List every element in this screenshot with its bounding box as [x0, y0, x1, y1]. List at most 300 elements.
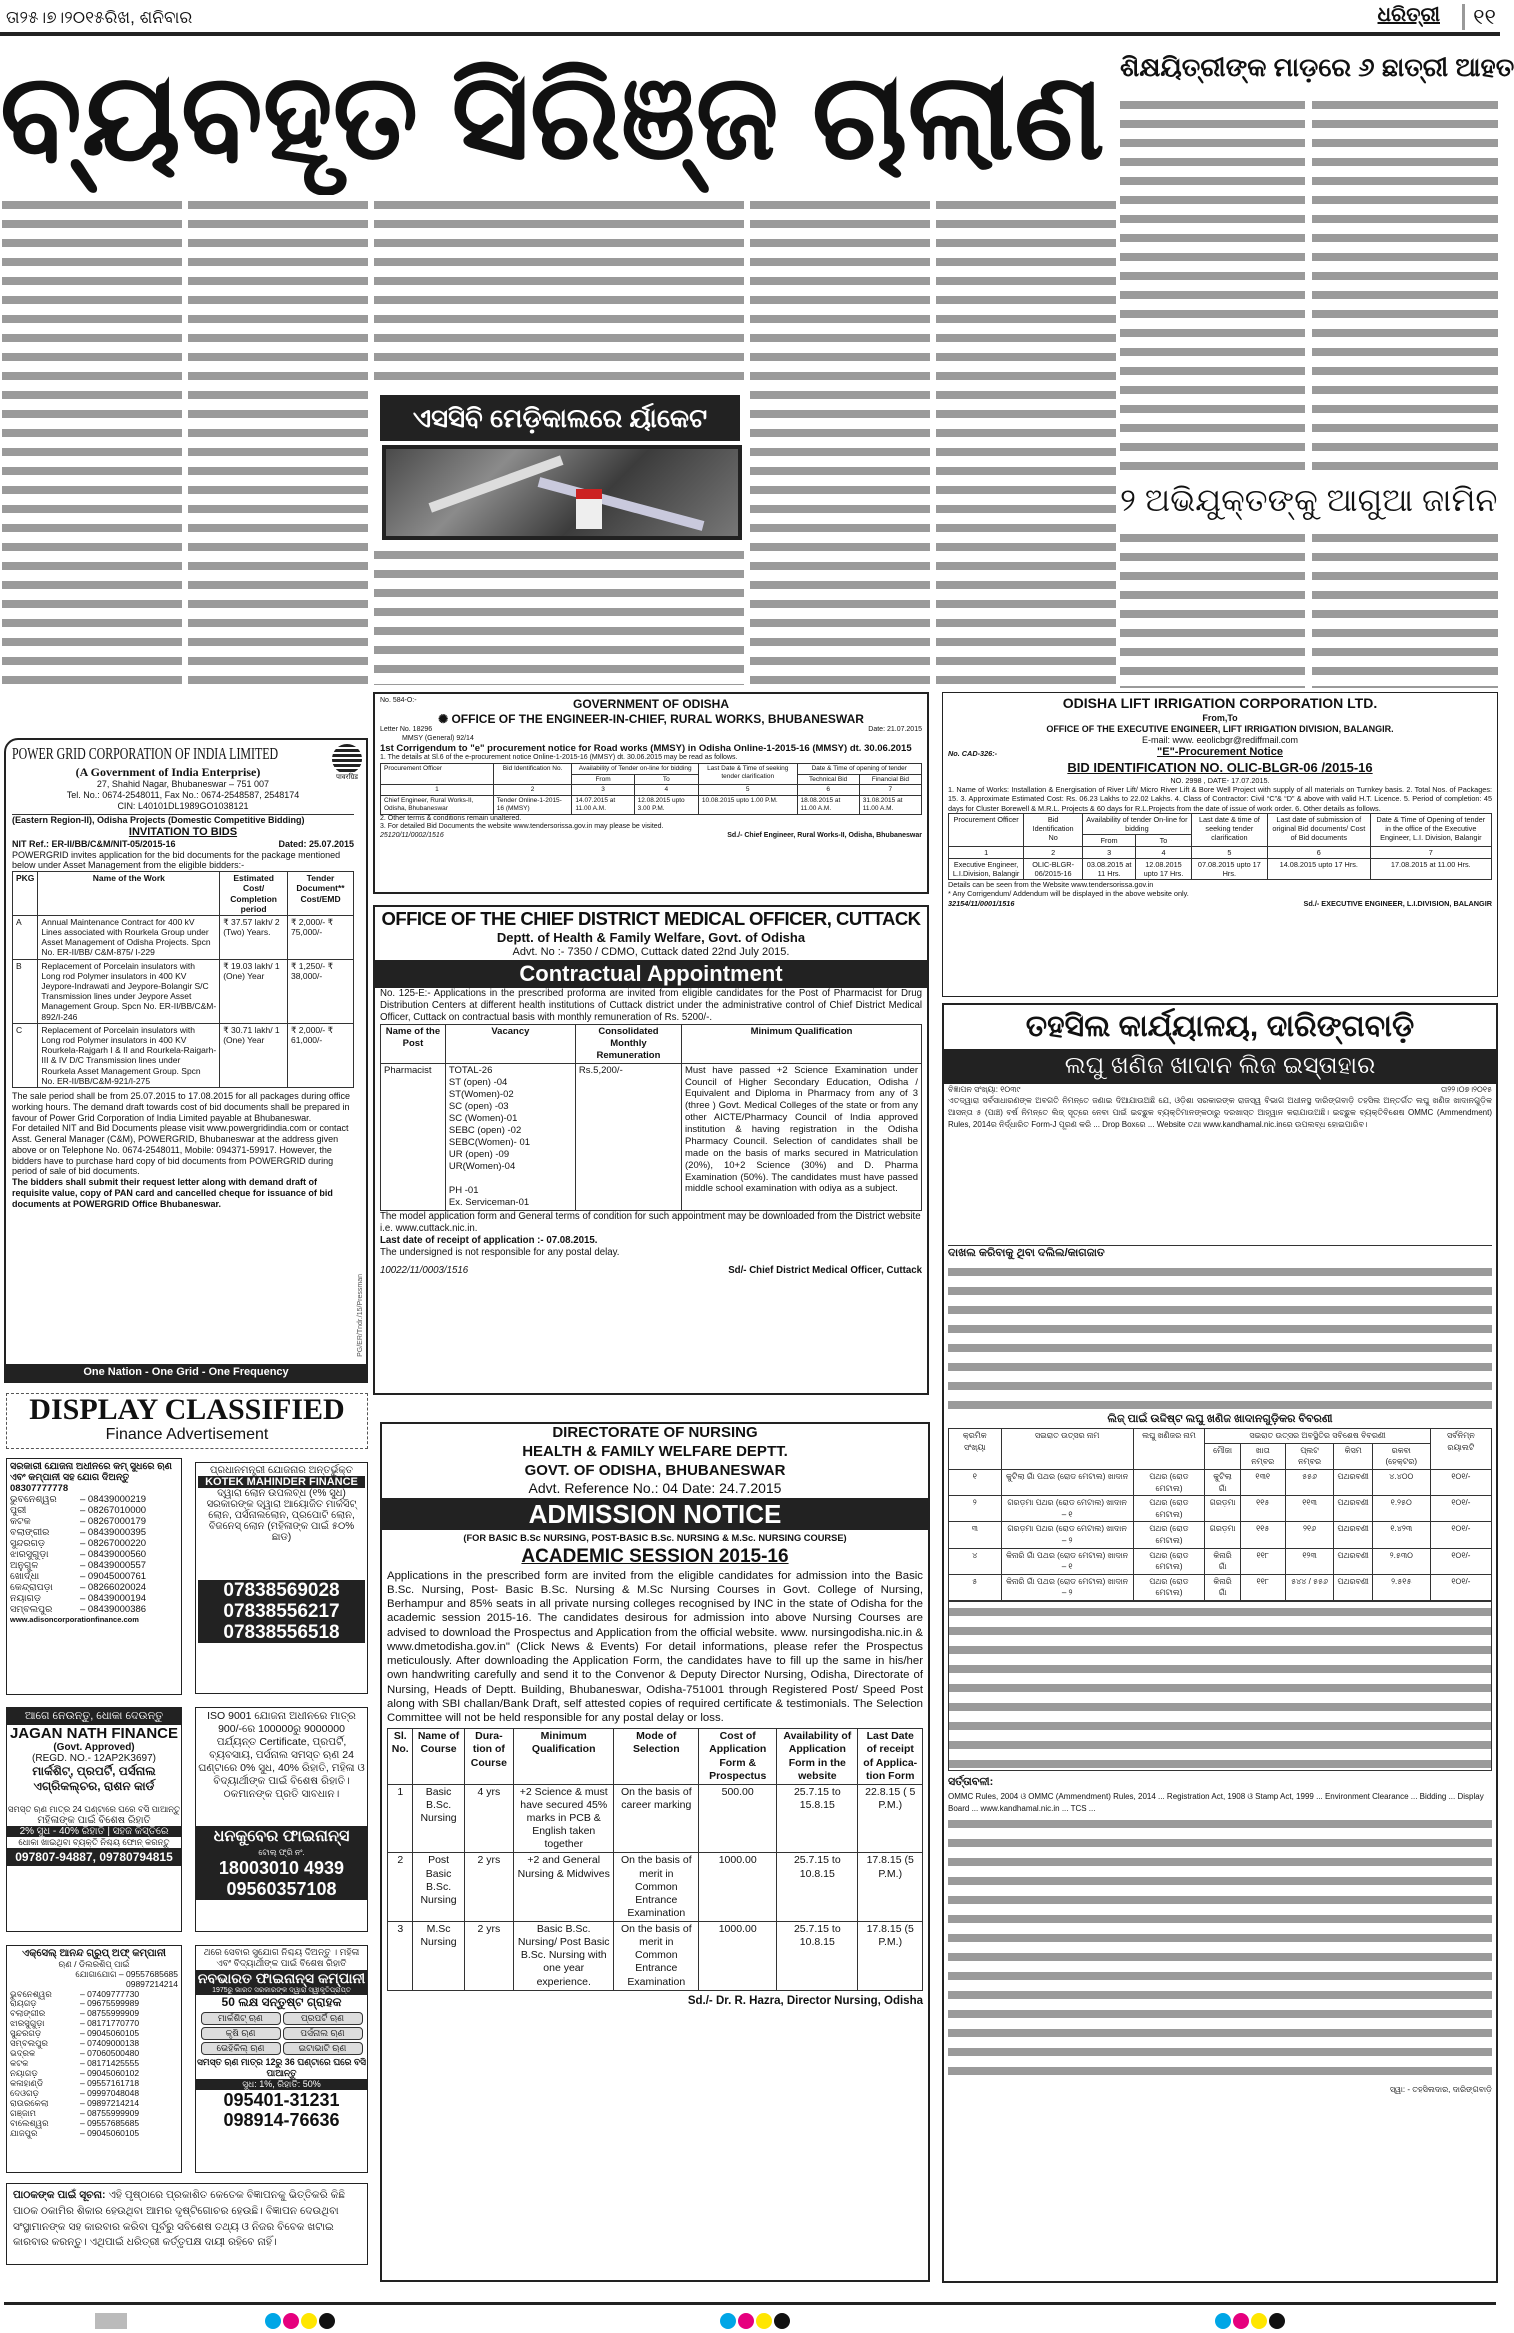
ad-since: 1975ରୁ ଭାରତ ସରକାରଙ୍କ ଦ୍ୱାରା ସ୍ୱୀକୃତିପ୍ରାପ୍ତ	[196, 1987, 367, 1995]
th: Date & Time of Opening of tender in the office of the Executive Engineer, L.I. Division, Balangir	[1370, 813, 1491, 846]
nit-line	[12, 839, 354, 850]
conditions-text: OMMC Rules, 2004 ଓ OMMC (Ammendment) Rules, 2014 ... Registration Act, 1908 ଓ Stamp Act, 1999 ... Environment Clearance ... Bidding ... Display Board ... www.kandhamal.nic.in ... TCS ...	[948, 1791, 1484, 1813]
branch-phone: – 08266020024	[80, 1582, 147, 1593]
branch-phone: – 07060500480	[80, 2048, 140, 2059]
letter-no: Letter No. 18296	[380, 726, 433, 734]
table-cell: ଗରଡ଼ମା	[1205, 1496, 1241, 1522]
table-cell: 3	[388, 1922, 413, 1991]
branch-phone: – 08439000560	[80, 1549, 147, 1560]
table-cell: Post Basic B.Sc. Nursing	[413, 1853, 464, 1922]
vacancy-item: UR(Women)-04	[448, 1160, 516, 1172]
table-header-row	[381, 1025, 922, 1064]
table-cell: ୧୧୩	[1285, 1496, 1334, 1522]
table-cell: 03.08.2015 at 11 Hrs.	[1083, 859, 1136, 880]
table-cell: କିନାରି ଗାଁ ପଥର (ରୋଡ ମେଟାଲ) ଖାଦାନ – ୨	[1001, 1574, 1133, 1600]
vacancy-item: ST(Women)-02	[448, 1088, 514, 1100]
table-cell: 5	[1191, 847, 1267, 859]
color-dot	[1251, 2313, 1267, 2329]
table-cell: 12.08.2015 upto 17 Hrs.	[1136, 859, 1192, 880]
color-dot	[756, 2313, 772, 2329]
th: ସଇରାତ ଉତ୍ସର ନାମ	[1001, 1429, 1133, 1470]
table-cell: 22.8.15 ( 5 P.M.)	[858, 1784, 923, 1853]
th: Financial Bid	[859, 774, 921, 785]
table-cell: ୨.୫୩୦	[1372, 1548, 1430, 1574]
branch-name: ଦେଓଗଡ଼	[10, 2087, 39, 2098]
detail: For detailed NIT and Bid Documents please visit www.powergridindia.com or contact Asst. General Manager (C&M), POWERGRID, Bhubaneswar at the address given above or on Telephone No. 0674-2548011, Mobile: 094371-59917. However, the bidders have to purchase hard copy of bid documents from POWERGRID during period of sale of bid documents.	[12, 1123, 349, 1177]
office-title	[380, 712, 922, 726]
code: 25120/11/0002/1516	[380, 831, 444, 839]
vacancy-item: UR (open) -09	[448, 1148, 510, 1160]
table-cell: ୩	[949, 1522, 1002, 1548]
table-header-cell: Dura-tion of Course	[464, 1729, 513, 1785]
table-header-cell: Estimated Cost/ Completion period	[220, 872, 288, 916]
table-cell: Replacement of Porcelain insulators with Long rod Polymer insulators in 400 KV Jeypore-Indrawati and Jeypore-Bolangir S/C Transmission lines under Jeypore Asset Management Group. Spcn No. ER-II/BB/C&M-892/I-246	[38, 959, 220, 1023]
ad-body: ମାର୍କଶିଟ୍, ପ୍ରପର୍ଟି, ପର୍ସନାଲ ଏଗ୍ରିକଲ୍ଚର, ରାଶନ କାର୍ଡ	[32, 1764, 156, 1793]
table-cell: ଗରଡ଼ମା	[1205, 1522, 1241, 1548]
notice-title: "E"-Procurement Notice	[1157, 746, 1283, 759]
table-cell: 07.08.2015 upto 17 Hrs.	[1191, 859, 1267, 880]
table-cell: ପଥର (ରୋଡ ମେଟାଲ)	[1133, 1522, 1205, 1548]
branch-name: ଗଞ୍ଜାମ	[10, 2107, 37, 2118]
table-row	[388, 1853, 923, 1922]
vacancy-item: SEBC(Women)- 01	[448, 1136, 531, 1148]
ad-govt: (Govt. Approved)	[53, 1742, 135, 1753]
phone-number: 095401-31231	[223, 2090, 340, 2110]
ad-website: www.adisoncorporationfinance.com	[10, 1615, 139, 1624]
ad-regd: (REGD. NO.- 12AP2K3697)	[32, 1753, 156, 1764]
loan-types	[196, 2010, 367, 2057]
table-header-cell: Last Date of receipt of Applica-tion Form	[858, 1729, 923, 1785]
table-cell: 4	[1136, 847, 1192, 859]
classified-ad-navabharat	[195, 1945, 368, 2173]
corrigendum-title: 1st Corrigendum to "e" procurement notice for Road works (MMSY) in Odisha Online-1-2015-16 (MMSY) dt. 30.06.2015	[380, 742, 912, 754]
branch-phone: – 09045060105	[80, 2028, 140, 2039]
th: To	[1136, 834, 1192, 846]
table-cell: Tender Online-1-2015-16 (MMSY)	[493, 796, 572, 815]
ad-phone: 097807-94887, 09780794815	[7, 1848, 181, 1866]
color-dots	[720, 2313, 790, 2329]
gov-title: GOVERNMENT OF ODISHA	[572, 697, 729, 712]
letter-line	[380, 726, 922, 734]
branch-name: ବଲାଙ୍ଗୀର	[10, 2008, 46, 2019]
branch-name: ଝାରସୁଗୁଡ଼ା	[10, 2018, 45, 2029]
notice-text: ଏହି ପୃଷ୍ଠାରେ ପ୍ରକାଶିତ କେତେକ ବିଜ୍ଞାପନକୁ ଭିତ୍ତିକରି କିଛି ପାଠକ ଠକାମିର ଶିକାର ହେଉଥିବା ଆମର ଦୃଷ୍ଟିଗୋଚର ହେଉଛି। ବିଜ୍ଞାପନ ଦେଉଥିବା ସଂସ୍ଥାମାନଙ୍କ ସହ କାରବାର କରିବା ପୂର୍ବରୁ ସବିଶେଷ ତଥ୍ୟ ଓ ନିଜର ବିବେକ ଖଟାଇ କାରବାର କରନ୍ତୁ। ଏଥିପାଇଁ ଧରିତ୍ରୀ କର୍ତ୍ତୃପକ୍ଷ ଦାୟୀ ରହିବେ ନାହିଁ।	[13, 2189, 345, 2249]
advt-date: ତା୨୨।୦୭।୨୦୧୫	[1440, 1084, 1492, 1094]
table-cell: କିନାରି ଗାଁ ପଥର (ରୋଡ ମେଟାଲ) ଖାଦାନ – ୧	[1001, 1548, 1133, 1574]
table-cell: ପଥରବଣୀ	[1334, 1496, 1372, 1522]
table-header-cell: Name of the Post	[381, 1025, 446, 1064]
postal: The undersigned is not responsible for any postal delay.	[380, 1247, 620, 1258]
sub-headline: ଏସସିବି ମେଡ଼ିକାଲରେ ର୍ୟାକେଟ	[380, 395, 740, 441]
region: (Eastern Region-II), Odisha Projects (Domestic Competitive Bidding)	[12, 814, 305, 825]
table-cell: କିନାରି ଗାଁ	[1205, 1574, 1241, 1600]
cin: CIN: L40101DL1989GO1038121	[12, 801, 354, 815]
table-cell: ପଥରବଣୀ	[1334, 1574, 1372, 1600]
letter-date: Date: 21.07.2015	[868, 726, 922, 734]
page-number: ୧୧	[1462, 4, 1496, 30]
table-cell: ୧୧୮	[1240, 1574, 1285, 1600]
branch-phone: – 08439000395	[80, 1527, 147, 1538]
table-cell: ୧୦୧/-	[1430, 1548, 1491, 1574]
ad-contact: 09897214214	[125, 1978, 178, 1989]
bottom-rule	[4, 2302, 1496, 2305]
branch-row	[10, 1560, 178, 1571]
table-cell: ୧୧୫	[1240, 1496, 1285, 1522]
table-cell: 18.08.2015 at 11.00 A.M.	[797, 796, 859, 815]
office-name: OFFICE OF THE ENGINEER-IN-CHIEF, RURAL WORKS, BHUBANESWAR	[451, 711, 864, 726]
table-cell: ପଥର (ରୋଡ ମେଟାଲ)	[1133, 1496, 1205, 1522]
table-cell: Basic B.Sc. Nursing/ Post Basic B.Sc. Nursing with one year experience.	[514, 1922, 614, 1991]
table-header-cell: Name of the Work	[38, 872, 220, 916]
table-header-cell: Vacancy	[445, 1025, 575, 1064]
branch-row	[10, 1593, 178, 1604]
branch-name: ନୟାଗଡ଼	[10, 2068, 38, 2078]
notice-line	[948, 746, 1492, 760]
table-row	[949, 1574, 1492, 1600]
table-rows-continued	[948, 1601, 1492, 1771]
table-cell: ୧	[949, 1470, 1002, 1496]
table-row	[949, 847, 1492, 859]
table-cell: 3	[572, 785, 634, 796]
newspaper-logo: ଧରିତ୍ରୀ	[1377, 4, 1440, 26]
vacancy-item: ST (open) -04	[448, 1076, 508, 1088]
table-cell: 3	[1083, 847, 1136, 859]
qualification: Must have passed +2 Science Examination under Council of Higher Secondary Education, Odisha / Equivalent and Diploma in Pharmacy from any of 3 (three ) Govt. Medical Colleges of the state or from any other AICTE/Pharmacy Council of India approved institution & having registration in the Odisha Pharmacy Council. Selection of candidates shall be made on the basis of marks secured in Matriculation (20%), 10+2 Science (30%) and D. Pharma Examination (50%). The candidates must have passed middle school examination with odiya as a subject.	[682, 1063, 922, 1210]
table-row	[949, 1496, 1492, 1522]
branch-name: ନୟାଗଡ଼	[10, 1593, 41, 1604]
branch-phone: – 08439000386	[80, 1604, 147, 1615]
branch-name: ରାଉରକେଲା	[10, 2097, 49, 2108]
table-cell: ପଥରବଣୀ	[1334, 1470, 1372, 1496]
classified-ad-dhanakuber	[195, 1707, 368, 1932]
table-cell: ୧.୪୨୩	[1372, 1522, 1430, 1548]
table-header-cell: Minimum Qualification	[514, 1729, 614, 1785]
table-cell: ପଥର (ରୋଡ ମେଟାଲ)	[1133, 1470, 1205, 1496]
itb-heading: INVITATION TO BIDS	[128, 825, 238, 838]
branch-phone: – 08439000557	[80, 1560, 147, 1571]
ad-sub: ଋଣ / ଡିଲରଶିପ୍ ପାଇଁ	[58, 1958, 130, 1969]
th: From	[1083, 834, 1136, 846]
ad-company: KOTEK MAHINDER FINANCE	[198, 1476, 365, 1488]
table-cell: Executive Engineer, L.I.Division, Balangir	[949, 859, 1024, 880]
cdmo-title: OFFICE OF THE CHIEF DISTRICT MEDICAL OFFICER, CUTTACK	[381, 908, 921, 929]
color-dot	[283, 2313, 299, 2329]
table-cell: 25.7.15 to 15.8.15	[777, 1784, 858, 1853]
table-header-row	[388, 1729, 923, 1785]
page-header	[0, 0, 1500, 36]
color-dot	[319, 2313, 335, 2329]
table-cell: ପଥର (ରୋଡ ମେଟାଲ)	[1133, 1548, 1205, 1574]
th: ସଇରାତ ଉତ୍ସର ଅବସ୍ଥିତିର ସବିଶେଷ ବିବରଣୀ	[1205, 1429, 1430, 1444]
table-cell: 2	[388, 1853, 413, 1922]
body: 1. Name of Works: Installation & Energisation of River Lift/ Micro River Lift & Bore Well Project with supply of all materials on Turnkey basis. 2. Total Nos. of Packages: 15. 3. Approximate Estimated Cost: Rs. 06.23 Lakhs to 22.02 Lakhs. 4. Class of Contractor: Civil “C”& “D” & above with valid H.T. Licence. 5. Period of completion: 45 days for Cluster Borewell & M.R.L. Projects & 60 days for R.L.Projects from the date of issue of work order. 6. Other details as follows.	[948, 785, 1492, 813]
last-date: Last date of receipt of application :- 07.08.2015.	[380, 1234, 598, 1246]
mineral-table	[948, 1428, 1492, 1601]
table-cell: 2 yrs	[464, 1853, 513, 1922]
branch-name: ଯାଜପୁର	[10, 2127, 38, 2138]
advt-no: ବିଜ୍ଞାପନ ସଂଖ୍ୟା: ୧୦୩୯	[948, 1084, 1021, 1094]
table-cell: On the basis of merit in Common Entrance Examination	[614, 1853, 699, 1922]
ad-line: ଧୋକା ଖାଇଥିବା ବ୍ୟକ୍ତି ନିଶ୍ଚୟ ଫୋନ୍ କରନ୍ତୁ	[18, 1837, 170, 1847]
notice-label: ପାଠକଙ୍କ ପାଇଁ ସୂଚନା:	[13, 2189, 106, 2201]
table-row	[949, 1470, 1492, 1496]
branch-name: କଟକ	[10, 1516, 31, 1527]
signature: Sd./- Dr. R. Hazra, Director Nursing, Odisha	[687, 1994, 923, 2007]
signature: ସ୍ୱା: - ତହସିଲଦାର, ଦାରିଙ୍ଗବାଡ଼ି	[1389, 2085, 1492, 2095]
table-row	[949, 1522, 1492, 1548]
story-text-col	[1312, 95, 1498, 480]
ad-company: ନବଭାରତ ଫାଇନାନ୍ସ କମ୍ପାନୀ	[197, 1970, 366, 1986]
branch-list	[10, 1990, 178, 2139]
table-cell: Replacement of Porcelain insulators with Long rod Polymer insulators in 400 KV Rourkela-Rajgarh I & II and Rourkela-Raigarh-III & IV D/C Transmission lines under Rourkela Asset Management Group. Spcn No. ER-II/BB/C&M-921/I-275	[38, 1023, 220, 1087]
th: Bid Identification No.	[493, 763, 572, 785]
conditions-list	[948, 1814, 1492, 2084]
code: 32154/11/0001/1516	[948, 898, 1015, 908]
address: 27, Shahid Nagar, Bhubaneswar – 751 007	[96, 779, 270, 790]
nit-ref: NIT Ref.: ER-II/BB/C&M/NIT-05/2015-16	[12, 838, 176, 849]
classified-subtitle: Finance Advertisement	[105, 1426, 269, 1443]
table-cell: ୧୩୧	[1240, 1470, 1285, 1496]
branch-phone: – 09897214214	[80, 2097, 140, 2108]
table-cell: ପଥର (ରୋଡ ମେଟାଲ)	[1133, 1574, 1205, 1600]
table-cell: ପଥରବଣୀ	[1334, 1548, 1372, 1574]
th: From	[572, 774, 634, 785]
tahasil-title: ତହସିଲ କାର୍ଯ୍ୟାଳୟ, ଦାରିଙ୍ଗବାଡ଼ି	[1025, 1010, 1415, 1043]
table-row	[388, 1922, 923, 1991]
branch-name: ଝାରସୁଗୁଡ଼ା	[10, 1549, 49, 1560]
nursing-ref: Advt. Reference No.: 04 Date: 24.7.2015	[528, 1480, 782, 1497]
syringes-photo	[382, 445, 742, 540]
branch-phone: – 09045000761	[80, 1571, 147, 1582]
table-cell: +2 and General Nursing & Midwives	[514, 1853, 614, 1922]
branch-phone: – 08267010000	[80, 1505, 147, 1516]
right-headline-2: ୨ ଅଭିଯୁକ୍ତଙ୍କୁ ଆଗୁଆ ଜାମିନ	[1120, 482, 1498, 518]
th: କ୍ରମିକ ସଂଖ୍ୟା	[949, 1429, 1002, 1470]
table-header-cell: Name of Course	[413, 1729, 464, 1785]
th: Procurement Officer	[381, 763, 494, 785]
banner: ADMISSION NOTICE	[382, 1498, 928, 1531]
intro: POWERGRID invites application for the bid documents for the package mentioned below under Asset Management from the eligible bidders:-	[12, 849, 341, 871]
table-cell: ୨.୫୧୫	[1372, 1574, 1430, 1600]
table-cell: ୧୨୩	[1285, 1548, 1334, 1574]
table-cell: ୪	[949, 1548, 1002, 1574]
color-dots	[265, 2313, 335, 2329]
th: ସର୍ବନିମ୍ନ ରୟାଲଟି	[1430, 1429, 1491, 1470]
branch-name: ବଲାଙ୍ଗୀର	[10, 1527, 50, 1538]
table-cell: 2 yrs	[464, 1922, 513, 1991]
table-cell: ୧୦୧/-	[1430, 1522, 1491, 1548]
cdmo-table	[380, 1024, 922, 1211]
vacancy-item: SC (open) -03	[448, 1100, 509, 1112]
branch-phone: – 08267000179	[80, 1516, 147, 1527]
lift-irrigation-notice	[942, 692, 1498, 997]
branch-name: ସମ୍ବଲପୁର	[10, 1604, 53, 1615]
phone-list	[198, 1580, 365, 1643]
lift-office: OFFICE OF THE EXECUTIVE ENGINEER, LIFT IRRIGATION DIVISION, BALANGIR.	[1046, 723, 1394, 734]
table-cell: Annual Maintenance Contract for 400 kV Lines associated with Rourkela Group under Asset Management of Odisha Projects. Spcn No. ER-II/BB/ C&M-875/ I-229	[38, 915, 220, 959]
branch-name: ବାଲେଶ୍ୱର	[10, 2117, 49, 2128]
signature: Sd/- Chief District Medical Officer, Cuttack	[728, 1265, 922, 1277]
table-header-cell: Availability of Application Form in the website	[777, 1729, 858, 1785]
story-text-col	[374, 545, 744, 685]
table-cell: ୧୦୧/-	[1430, 1496, 1491, 1522]
branch-phone: – 09557685685	[80, 2117, 140, 2128]
table-cell: ୧୧୮	[1240, 1548, 1285, 1574]
bid-date: NO. 2998 , DATE- 17.07.2015.	[1170, 776, 1270, 786]
branch-name: ଭୁବନେଶ୍ୱର	[10, 1494, 57, 1505]
table-header-cell: Consolidated Monthly Remuneration	[575, 1025, 681, 1064]
color-dot	[265, 2313, 281, 2329]
table-cell: 6	[1267, 847, 1370, 859]
table-cell: 2	[1024, 847, 1083, 859]
post: Pharmacist	[381, 1063, 446, 1210]
branch-row	[10, 1549, 178, 1560]
phone-number: 098914-76636	[223, 2110, 340, 2130]
footnote: * Any Corrigendum/ Addendum will be displayed in the above website only.	[948, 889, 1189, 899]
story-text-col	[374, 195, 744, 390]
loan-type: କୃଷି ଋଣ	[201, 2027, 281, 2040]
th: ମୌଜା	[1205, 1443, 1241, 1469]
branch-phone: – 08439000219	[80, 1494, 147, 1505]
powergrid-title-wrap	[12, 744, 318, 765]
bid-id: BID IDENTIFICATION NO. OLIC-BLGR-06 /2015-16	[1067, 760, 1373, 775]
ad-customers: 50 ଲକ୍ଷ ସନ୍ତୁଷ୍ଟ ଗ୍ରାହକ	[221, 1995, 342, 2009]
table-header-cell: PKG	[13, 872, 38, 916]
color-dots	[1215, 2313, 1285, 2329]
phone-number: 07838569028	[223, 1580, 340, 1601]
th: To	[634, 774, 698, 785]
ad-time: ସମସ୍ତ ଋଣ ମାତ୍ର 12ରୁ 36 ଘଣ୍ଟାରେ ଘରେ ବସି ପାଆନ୍ତୁ	[196, 2057, 367, 2078]
th: କିସମ	[1334, 1443, 1372, 1469]
notice-no: No. CAD-326:-	[948, 749, 998, 759]
table-row	[13, 959, 354, 1023]
banner: Contractual Appointment	[375, 960, 927, 988]
intro: No. 125-E:- Applications in the prescribed proforma are invited from eligible candidates for the Post of Pharmacist for Drug Distribution Centers at different health institutions of Cuttack district under the administrative control of Chief District Medical Officer, Cuttack on contractual basis with monthly remuneration of Rs. 5200/-.	[380, 987, 922, 1023]
table-cell: ପଥରବଣୀ	[1334, 1522, 1372, 1548]
table-cell: ୧୦୧/-	[1430, 1470, 1491, 1496]
rural-table	[380, 763, 922, 815]
th: Availability of tender On-line for bidding	[1083, 813, 1192, 834]
nursing-title: DIRECTORATE OF NURSING	[552, 1424, 758, 1441]
branch-name: ସୁନ୍ଦରଗଡ଼	[10, 2028, 42, 2039]
branch-name: କଟକ	[10, 2058, 29, 2069]
color-dot	[774, 2313, 790, 2329]
para: 3. For detailed Bid Documents the website www.tendersorissa.gov.in may please be visited.	[380, 823, 664, 831]
branch-row	[10, 1516, 178, 1527]
table-header-row	[13, 872, 354, 916]
table-cell: 25.7.15 to 10.8.15	[777, 1853, 858, 1922]
classified-ad-jagannath	[6, 1707, 182, 1932]
branch-phone: – 08755999909	[80, 2107, 140, 2118]
th: Procurement Officer	[949, 813, 1024, 846]
branch-row	[10, 1571, 178, 1582]
color-dot	[301, 2313, 317, 2329]
ad-heading: ଏକ୍ସେଲ୍ ଆନନ୍ଦ ଗ୍ରୁପ୍ ଅଫ୍ କମ୍ପାନୀ	[22, 1948, 166, 1959]
banner: ଲଘୁ ଖଣିଜ ଖାଦାନ ଲିଜ ଇସ୍ତାହାର	[944, 1049, 1496, 1084]
table-cell: 14.08.2015 upto 17 Hrs.	[1267, 859, 1370, 880]
branch-name: ରାୟଗଡ଼	[10, 1998, 37, 2009]
table-cell: Basic B.Sc. Nursing	[413, 1784, 464, 1853]
branch-name: ଖୋର୍ଦ୍ଧା	[10, 1571, 40, 1582]
table-cell: 1000.00	[699, 1853, 777, 1922]
table-cell: 1	[949, 847, 1024, 859]
branch-phone: – 08755999909	[80, 2008, 140, 2019]
table-cell: On the basis of merit in Common Entrance Examination	[614, 1922, 699, 1991]
pay: Rs.5,200/-	[575, 1063, 681, 1210]
table-cell: 7	[1370, 847, 1491, 859]
story-text-col	[2, 195, 182, 685]
table-cell: 17.8.15 (5 P.M.)	[858, 1922, 923, 1991]
powergrid-logo-text: पावरग्रिड	[335, 774, 359, 781]
powergrid-side-code: PG/ER/Tndr./15/Pressman	[356, 1274, 364, 1357]
table-cell: OLIC-BLGR-06/2015-16	[1024, 859, 1083, 880]
para: 1. The details at Sl.6 of the e-procurement notice Online-1-2015-16 (MMSY) dt. 30.06.2015 may be read as follows.	[380, 754, 738, 762]
branch-phone: – 08439000194	[80, 1593, 147, 1604]
branch-row	[10, 1538, 178, 1549]
model-form: The model application form and General terms of condition for such appointment may be downloaded from the District website i.e. www.cuttack.nic.in.	[380, 1210, 921, 1234]
vacancy-item: PH -01	[448, 1184, 479, 1196]
th: Last date of submission of original Bid documents/ Cost of Bid documents	[1267, 813, 1370, 846]
nursing-table	[387, 1728, 923, 1990]
th: ଖାତା ନମ୍ବର	[1240, 1443, 1285, 1469]
story-text-col	[188, 195, 368, 685]
table-cell: ₹ 1,250/- ₹ 38,000/-	[288, 959, 354, 1023]
powergrid-subtitle: (A Government of India Enterprise)	[75, 765, 261, 779]
issue-date: ତା୨୫।୭।୨୦୧୫ରିଖ, ଶନିବାର	[6, 8, 193, 27]
vacancy-item: TOTAL-26	[448, 1064, 493, 1076]
table-cell: Chief Engineer, Rural Works-II, Odisha, Bhubaneswar	[381, 796, 494, 815]
table-cell: ଗରଡ଼ମା ପଥର (ରୋଡ ମେଟାଲ) ଖାଦାନ – ୧	[1001, 1496, 1133, 1522]
branch-name: ପୁରୀ	[10, 1505, 27, 1516]
table-cell: କୁଟିଲା ଗାଁ	[1205, 1470, 1241, 1496]
table-cell: ୫୪୪ / ୫୫୬	[1285, 1574, 1334, 1600]
branch-name: ଅନୁଗୁଳ	[10, 1560, 39, 1571]
code: 10022/11/0003/1516	[380, 1265, 469, 1277]
docs-title: ଦାଖଲ କରିବାକୁ ଥିବା ଦଲିଲ/କାଗଜାତ	[948, 1245, 1492, 1262]
course-line: (FOR BASIC B.Sc NURSING, POST-BASIC B.Sc. NURSING & M.Sc. NURSING COURSE)	[463, 1533, 847, 1544]
branch-phone: – 09997048048	[80, 2087, 140, 2098]
phone-number: 07838556217	[223, 1601, 340, 1622]
nursing-dept: HEALTH & FAMILY WELFARE DEPTT.	[522, 1442, 788, 1460]
table-cell: ୨୧୬	[1285, 1522, 1334, 1548]
ad-body: ଦ୍ୱାରା ଲୋନ ଉପଲବ୍ଧ (୧% ସୁଧ) ସରକାରଙ୍କ ଦ୍ୱାରା ଆୟୋଜିତ ମାର୍କସିଟ୍ ଲୋନ, ପର୍ସନାଲଲୋନ, ପ୍ରପୋଟି ଲୋନ, ବିଜନେସ୍ ଲୋନ (ମହିଳାଙ୍କ ପାଇଁ ୫୦% ଛାଡ)	[206, 1488, 357, 1543]
table-cell: 25.7.15 to 10.8.15	[777, 1922, 858, 1991]
ad-heading: ଥରେ ସେବାର ସୁଯୋଗ ନିଶ୍ଚୟ ଦିଅନ୍ତୁ । ମହିଳା ଏବଂ ବିଦ୍ୟାର୍ଥୀଙ୍କ ପାଇଁ ବିଶେଷ ରିହାତି	[203, 1947, 360, 1968]
table-row	[13, 915, 354, 959]
gray-mark	[95, 2313, 127, 2329]
para: 2. Other terms & conditions remain unaltered.	[380, 814, 522, 822]
table-cell: ୫	[949, 1574, 1002, 1600]
session: ACADEMIC SESSION 2015-16	[521, 1545, 789, 1567]
table-cell: 1	[388, 1784, 413, 1853]
notice-no: No. 584-O:-	[380, 697, 417, 704]
table-cell: ₹ 2,000/- ₹ 75,000/-	[288, 915, 354, 959]
rural-works-notice	[373, 692, 929, 894]
table-cell: A	[13, 915, 38, 959]
table-cell: 5	[698, 785, 797, 796]
vacancy-item: SEBC (open) -02	[448, 1124, 522, 1136]
branch-name: ସମ୍ବଲପୁର	[10, 2038, 48, 2049]
branch-name: ସୁନ୍ଦରଗଡ଼	[10, 1538, 45, 1549]
classified-ad-excel	[6, 1945, 182, 2173]
classified-title: DISPLAY CLASSIFIED	[29, 1393, 345, 1426]
loan-type: ପ୍ରପର୍ଟି ଋଣ	[283, 2012, 363, 2025]
branch-row	[10, 1527, 178, 1538]
registration-marks	[0, 2313, 1500, 2331]
cdmo-dept: Deptt. of Health & Family Welfare, Govt. of Odisha	[496, 930, 806, 946]
story-text-col	[1120, 528, 1305, 688]
ad-company: JAGAN NATH FINANCE	[9, 1725, 179, 1742]
